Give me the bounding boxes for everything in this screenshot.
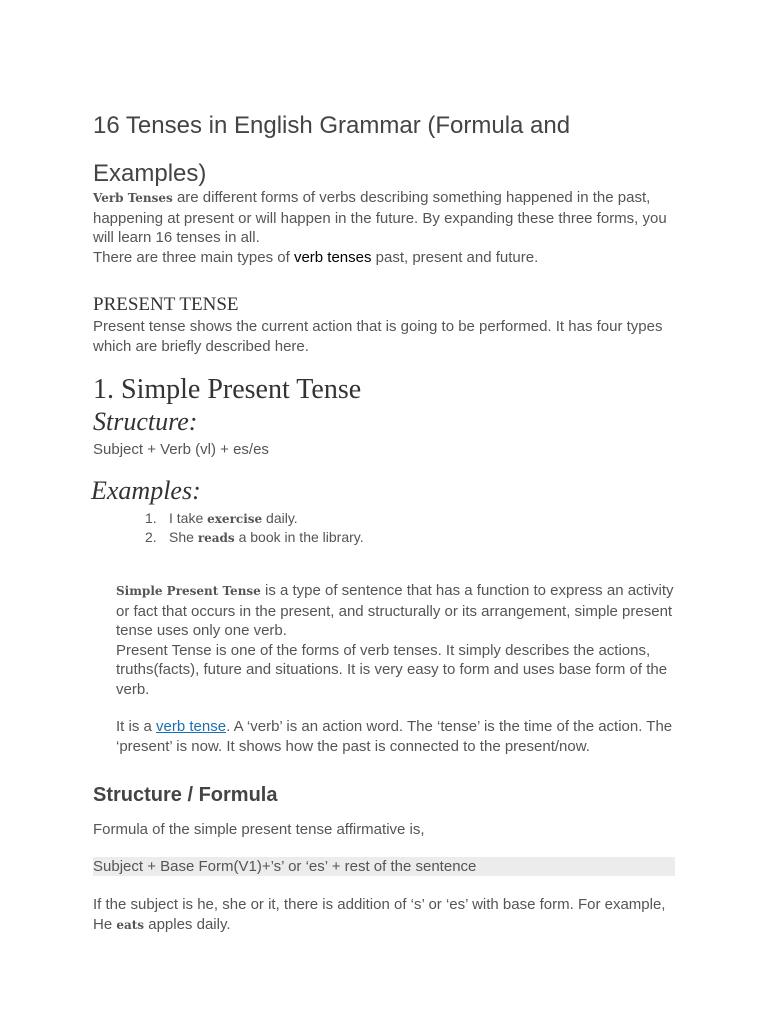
list-item (145, 509, 364, 528)
list-item-pre: I take (169, 510, 208, 526)
intro-paragraph (93, 188, 678, 248)
explanation-paragraph-2: Present Tense is one of the forms of verb tenses. It simply describes the actions, truths(facts), future and situations. It is very easy to form and uses base form of the verb. (116, 641, 668, 698)
formula-intro: Formula of the simple present tense affirmative is, (93, 821, 425, 838)
explanation-text-3-pre: It is a (116, 718, 157, 735)
explanation-text-1: is a type of sentence that has a function to express an activity or fact that occurs in the present, and structurally or its arrangement, simple present tense uses only one verb. (116, 582, 674, 639)
explanation-section (116, 581, 676, 756)
formula-note-bold: eats (116, 917, 145, 932)
formula-note-post: apples daily. (144, 915, 231, 933)
intro-types-post: past, present and future. (371, 248, 539, 266)
list-item-number: 2. (145, 529, 157, 545)
intro-section (93, 188, 678, 267)
intro-types-pre: There are three main types of (93, 248, 294, 266)
explanation-paragraph-1 (116, 581, 676, 641)
list-item (145, 528, 364, 547)
formula-note (93, 895, 678, 935)
list-item-number: 1. (145, 510, 157, 526)
intro-types-line (93, 248, 678, 268)
list-item-pre: She (169, 529, 198, 545)
explanation-text-3-post: . A ‘verb’ is an action word. The ‘tense’ is the time of the action. The ‘present’ is now. It shows how the past is connected to the present/now. (116, 718, 673, 755)
present-tense-heading: PRESENT TENSE (93, 294, 239, 315)
formula-note-pre: If the subject is he, she or it, there is addition of ‘s’ or ‘es’ with base form. For example, He (93, 896, 666, 933)
explanation-bold-term: Simple Present Tense (116, 584, 261, 598)
page-title: 16 Tenses in English Grammar (Formula and Examples) (93, 112, 571, 187)
intro-bold-term: Verb Tenses (93, 191, 173, 205)
paragraph-spacer (116, 699, 676, 717)
examples-heading: Examples: (91, 476, 201, 505)
formula-heading: Structure / Formula (93, 784, 278, 806)
simple-present-heading: 1. Simple Present Tense (93, 374, 362, 405)
list-item-post: a book in the library. (234, 529, 364, 545)
list-item-post: daily. (262, 510, 298, 526)
verb-tense-link[interactable]: verb tense (156, 718, 227, 735)
structure-text: Subject + Verb (vl) + es/es (93, 441, 269, 458)
explanation-paragraph-3 (116, 717, 676, 756)
structure-heading: Structure: (93, 407, 198, 436)
list-item-bold: exercise (207, 512, 263, 526)
formula-box: Subject + Base Form(V1)+’s’ or ‘es’ + rest of the sentence (93, 857, 675, 876)
intro-types-highlight: verb tenses (293, 248, 372, 266)
intro-text: are different forms of verbs describing something happened in the past, happening at present or will happen in the future. By expanding these three forms, you will learn 16 tenses in all. (93, 189, 667, 246)
present-tense-description: Present tense shows the current action that is going to be performed. It has four types which are briefly described here. (93, 318, 663, 355)
examples-list (145, 509, 364, 547)
list-item-bold: reads (197, 531, 235, 545)
